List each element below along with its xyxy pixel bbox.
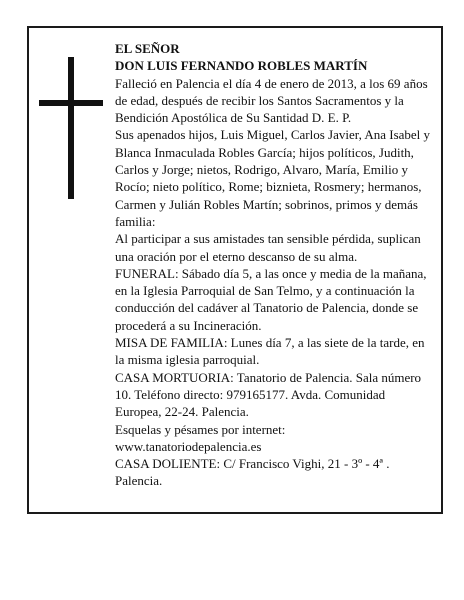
latin-cross-icon [39,57,103,199]
cross-horizontal-bar [39,100,103,106]
online-condolences: Esquelas y pésames por internet: www.tanatoriodepalencia.es [115,421,286,454]
family-list: Sus apenados hijos, Luis Miguel, Carlos Javier, Ana Isabel y Blanca Inmaculada Robles García; hijos políticos, Judith, Carlos y Jorge; nietos, Rodrigo, Alvaro, María, Emilio y Rocío; nieto político, Rome; biznieta, Rosmery; hermanos, Carmen y Julián Robles Martín; sobrinos, primos y demás familia: [115,127,431,229]
obituary-notice [27,26,443,514]
cross-vertical-bar [68,57,74,199]
prayer-request: Al participar a sus amistades tan sensible pérdida, suplican una oración por el eterno descanso de su alma. [115,231,421,264]
death-announcement: Falleció en Palencia el día 4 de enero de 2013, a los 69 años de edad, después de recibir los Santos Sacramentos y la Bendición Apostólica de Su Santidad D. E. P. [115,75,428,126]
deceased-name: DON LUIS FERNANDO ROBLES MARTÍN [115,58,368,74]
family-mass-info: MISA DE FAMILIA: Lunes día 7, a las siete de la tarde, en la misma iglesia parroquial. [115,335,425,368]
funeral-home-info: CASA MORTUORIA: Tanatorio de Palencia. Sala número 10. Teléfono directo: 979165177. Avda. Comunidad Europea, 22-24. Palencia. [115,369,422,420]
notice-title-line1: EL SEÑOR [115,41,180,56]
notice-text [115,40,431,490]
family-residence: CASA DOLIENTE: C/ Francisco Vighi, 21 - 3º - 4ª . Palencia. [115,456,390,489]
funeral-info: FUNERAL: Sábado día 5, a las once y media de la mañana, en la Iglesia Parroquial de San Telmo, y a continuación la conducción del cadáver al Tanatorio de Palencia, donde se procederá a su Incineración. [115,265,427,333]
